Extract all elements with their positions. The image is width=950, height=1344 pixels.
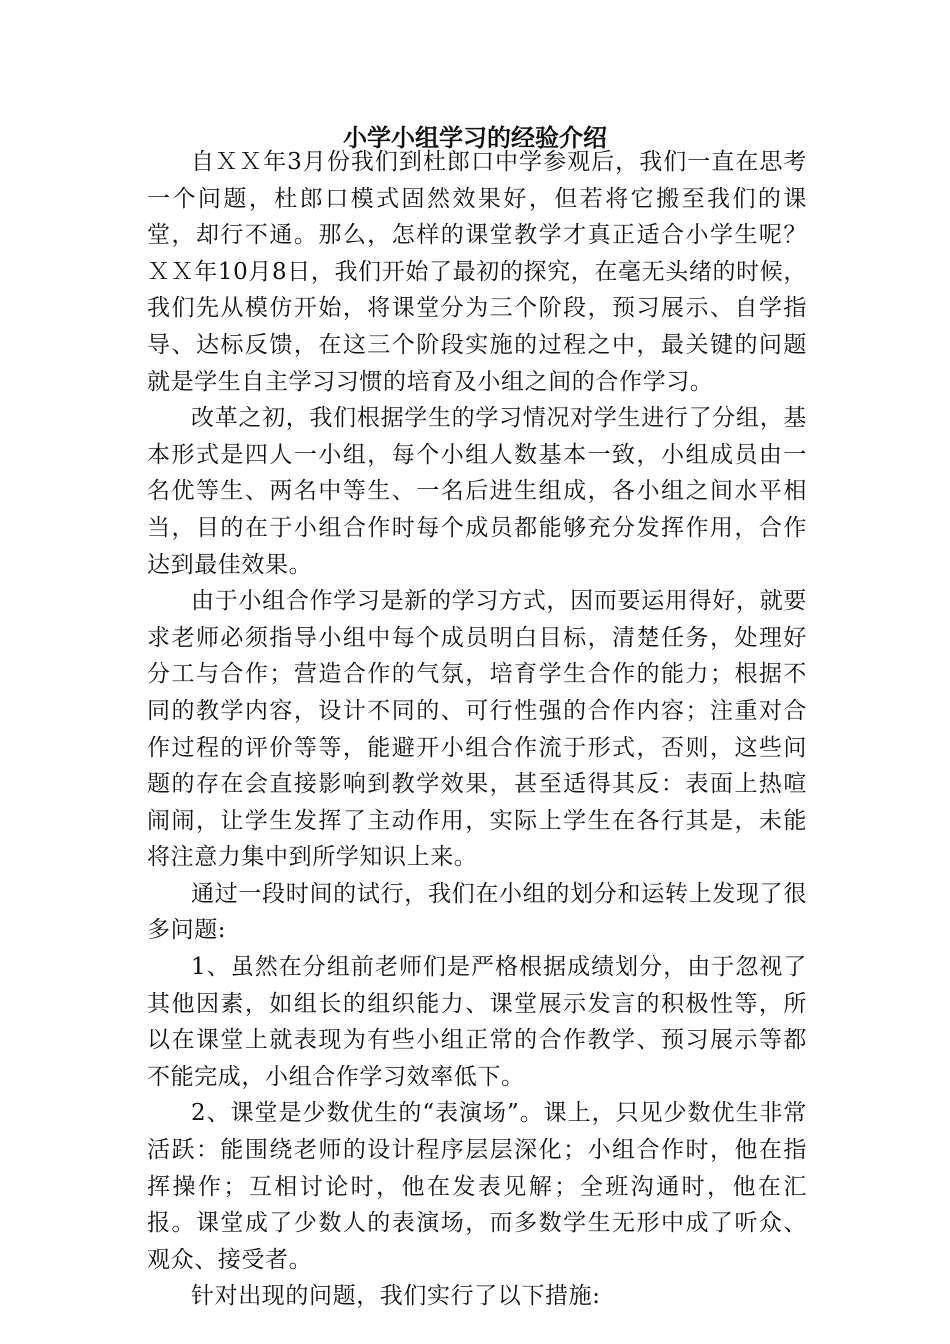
paragraph-intro: 自ＸＸ年3月份我们到杜郎口中学参观后，我们一直在思考一个问题，杜郎口模式固然效果好，但若将它搬至我们的课堂，却行不通。那么，怎样的课堂教学才真正适合小学生呢？ＸＸ年10月8日，我们开始了最初的探究，在毫无头绪的时候，我们先从模仿开始，将课堂分为三个阶段，预习展示、自学指导、达标反馈，在这三个阶段实施的过程之中，最关键的问题就是学生自主学习习惯的培育及小组之间的合作学习。 — [147, 149, 807, 395]
paragraph-measures-intro: 针对出现的问题，我们实行了以下措施: — [191, 1283, 601, 1310]
paragraph-guidance: 由于小组合作学习是新的学习方式，因而要运用得好，就要求老师必须指导小组中每个成员明白目标，清楚任务，处理好分工与合作；营造合作的气氛，培育学生合作的能力；根据不同的教学内容，设计不同的、可行性强的合作内容；注重对合作过程的评价等等，能避开小组合作流于形式，否则，这些问题的存在会直接影响到教学效果，甚至适得其反：表面上热喧闹闹，让学生发挥了主动作用，实际上学生在各行其是，未能将注意力集中到所学知识上来。 — [147, 588, 807, 871]
paragraph-problem-2: 2、课堂是少数优生的“表演场”。课上，只见少数优生非常活跃：能围绕老师的设计程序层层深化；小组合作时，他在指挥操作；互相讨论时，他在发表见解；全班沟通时，他在汇报。课堂成了少数人的表演场，而多数学生无形中成了听众、观众、接受者。 — [147, 1100, 807, 1273]
document-title: 小学小组学习的经验介绍 — [343, 124, 607, 152]
paragraph-problem-1: 1、虽然在分组前老师们是严格根据成绩划分，由于忽视了其他因素，如组长的组织能力、课堂展示发言的积极性等，所以在课堂上就表现为有些小组正常的合作教学、预习展示等都不能完成，小组合作学习效率低下。 — [147, 954, 807, 1090]
paragraph-grouping: 改革之初，我们根据学生的学习情况对学生进行了分组，基本形式是四人一小组，每个小组人数基本一致，小组成员由一名优等生、两名中等生、一名后进生组成，各小组之间水平相当，目的在于小组合作时每个成员都能够充分发挥作用，合作达到最佳效果。 — [147, 405, 807, 578]
document-body — [147, 144, 807, 1315]
paragraph-problems-intro: 通过一段时间的试行，我们在小组的划分和运转上发现了很多问题: — [147, 880, 807, 944]
